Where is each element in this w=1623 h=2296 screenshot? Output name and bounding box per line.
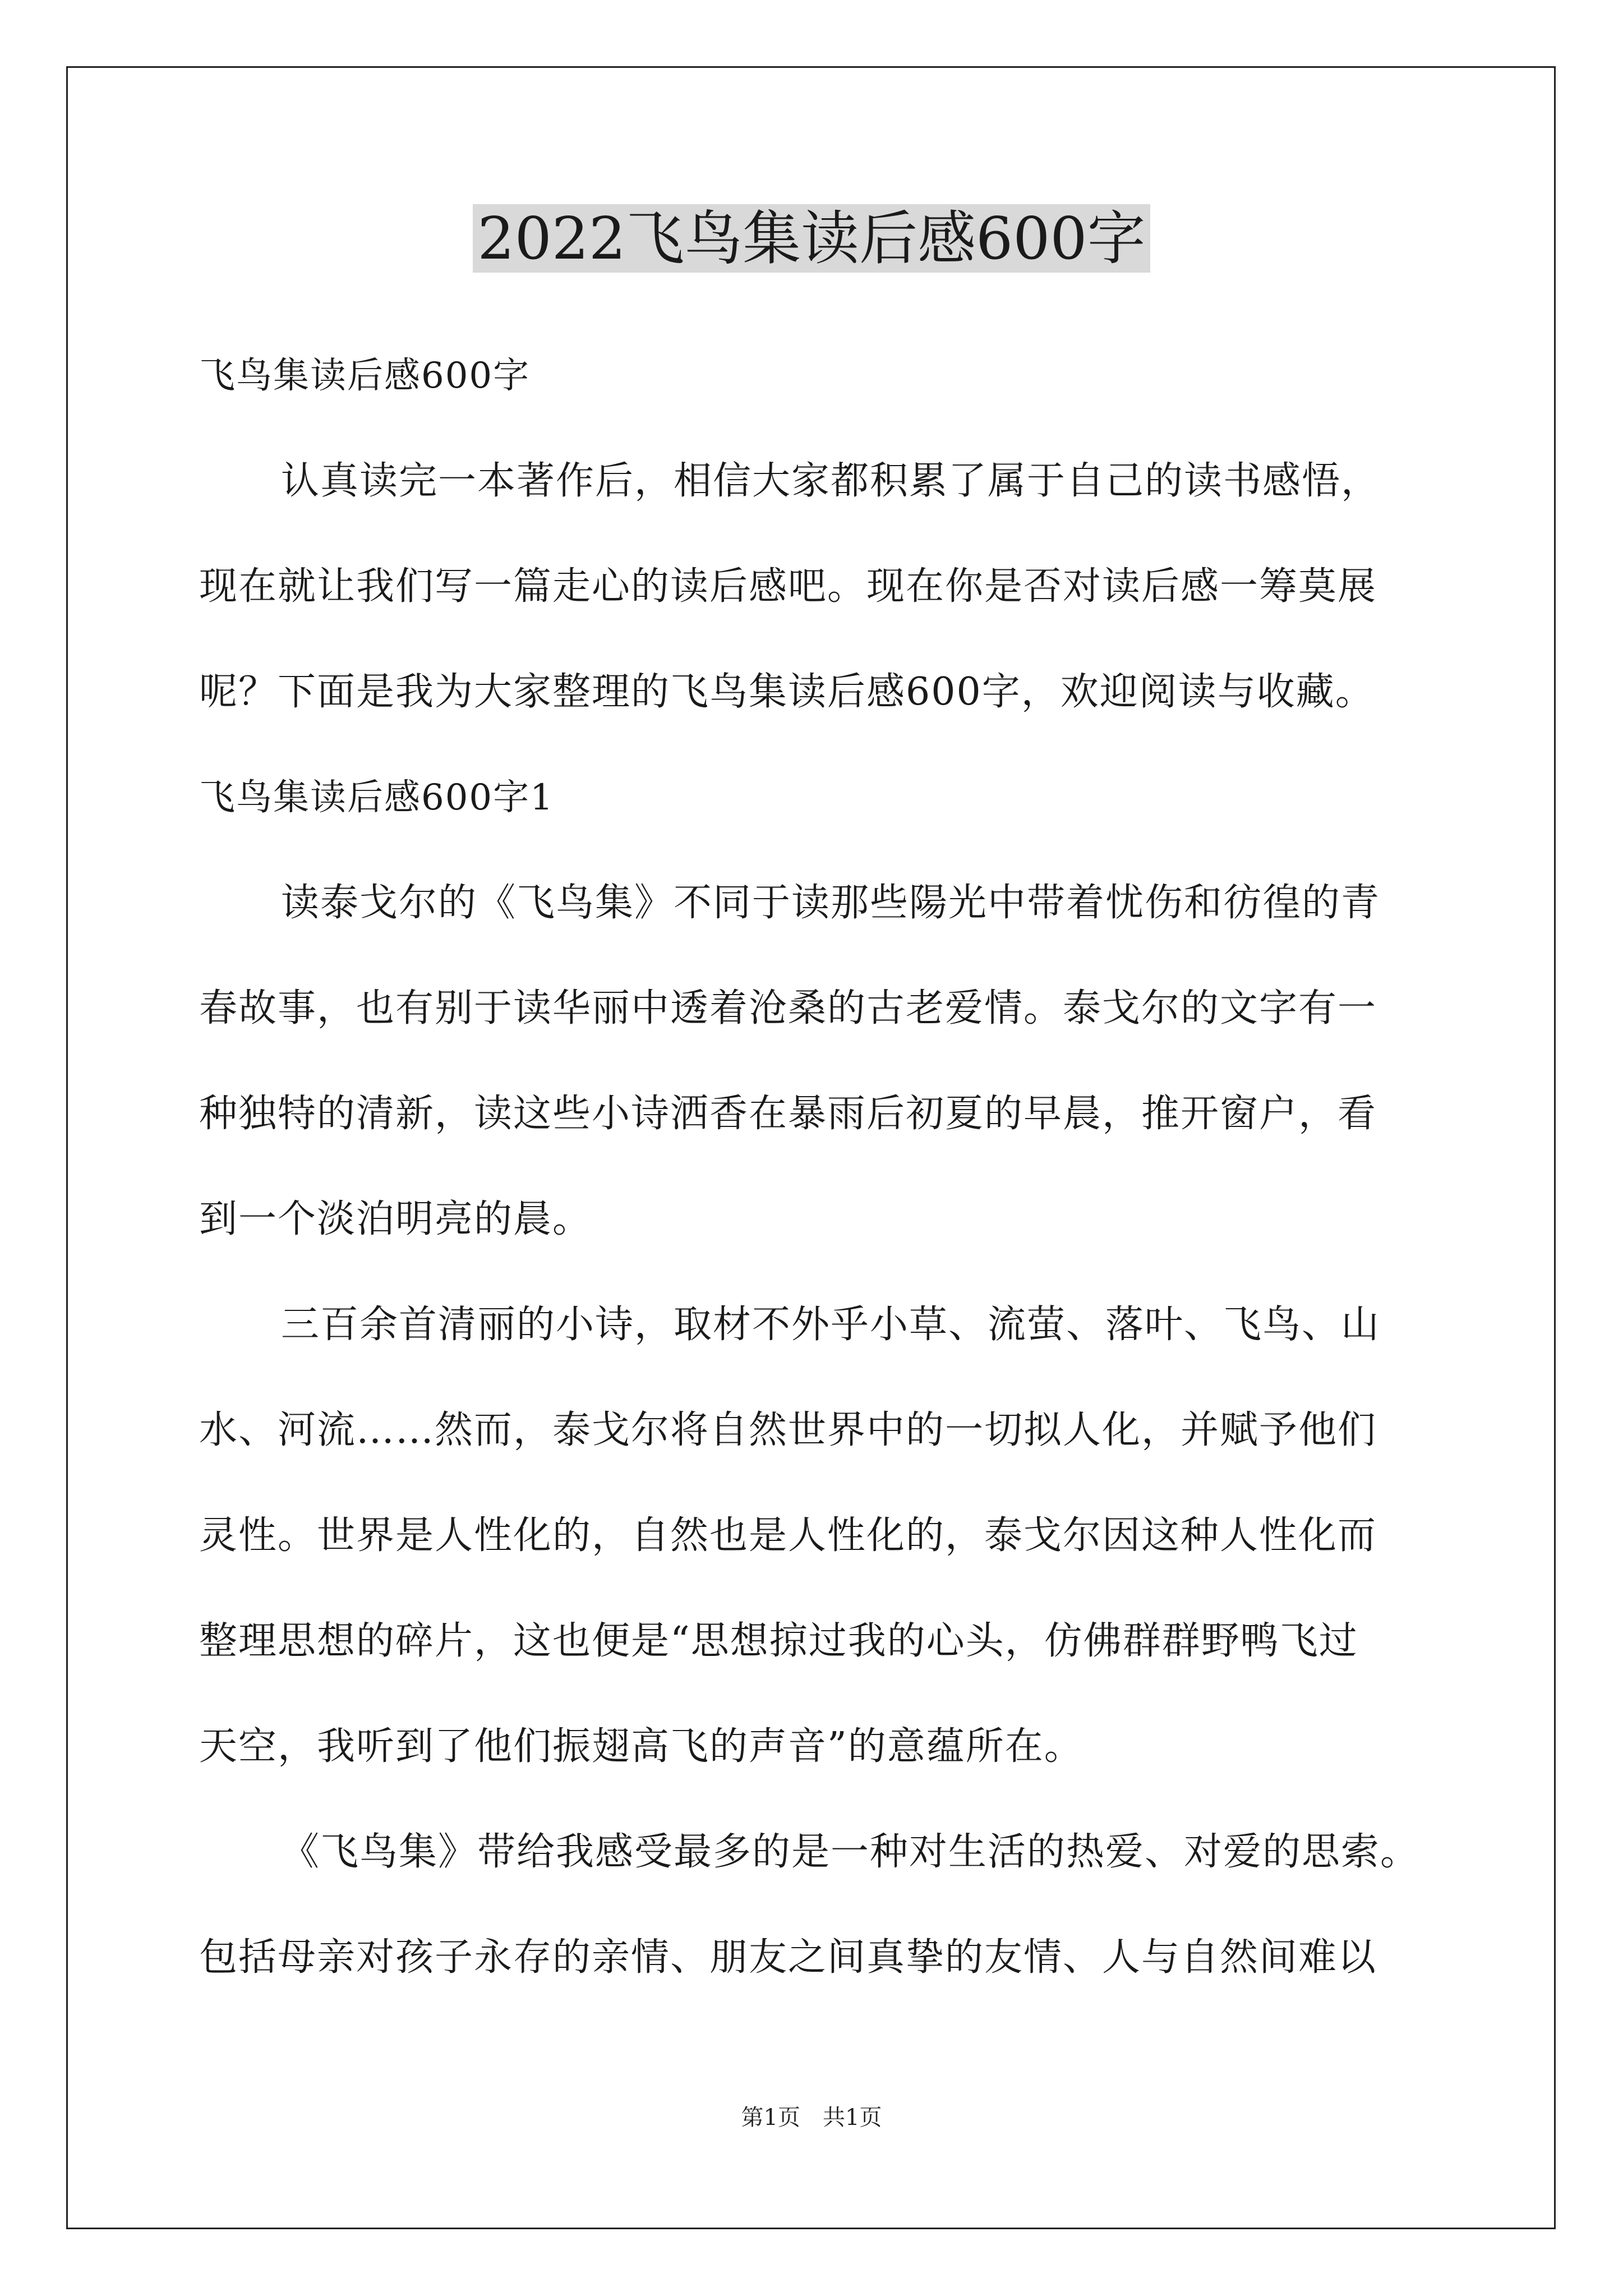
paragraph-line: 天空，我听到了他们振翅高飞的声音”的意蕴所在。 [199,1724,1083,1769]
intro-line: 现在就让我们写一篇走心的读后感吧。现在你是否对读后感一筹莫展 [199,564,1377,609]
paragraph-line: 灵性。世界是人性化的，自然也是人性化的，泰戈尔因这种人性化而 [199,1513,1377,1558]
paragraph-line: 包括母亲对孩子永存的亲情、朋友之间真挚的友情、人与自然间难以 [199,1935,1377,1980]
paragraph-line: 种独特的清新，读这些小诗洒香在暴雨后初夏的早晨，推开窗户，看 [199,1092,1377,1136]
paragraph-line: 《飞鸟集》带给我感受最多的是一种对生活的热爱、对爱的思索。 [281,1830,1420,1874]
document-subtitle: 飞鸟集读后感600字 [199,355,531,397]
page-number: 第1页 共1页 [741,2105,882,2131]
section-heading: 飞鸟集读后感600字1 [199,777,554,818]
paragraph-line: 到一个淡泊明亮的晨。 [199,1197,592,1241]
document-body [199,348,1433,2035]
paragraph-line: 春故事，也有别于读华丽中透着沧桑的古老爱情。泰戈尔的文字有一 [199,986,1377,1030]
paragraph-line: 三百余首清丽的小诗，取材不外乎小草、流萤、落叶、飞鸟、山 [281,1303,1381,1347]
intro-line: 认真读完一本著作后，相信大家都积累了属于自己的读书感悟， [281,459,1381,503]
document-title [0,202,1623,275]
intro-line: 呢？下面是我为大家整理的飞鸟集读后感600字，欢迎阅读与收藏。 [199,670,1375,714]
paragraph-line: 整理思想的碎片，这也便是“思想掠过我的心头，仿佛群群野鸭飞过 [199,1619,1358,1663]
paragraph-line: 水、河流……然而，泰戈尔将自然世界中的一切拟人化，并赋予他们 [199,1408,1377,1452]
document-title-text: 2022飞鸟集读后感600字 [473,204,1150,273]
paragraph-line: 读泰戈尔的《飞鸟集》不同于读那些陽光中带着忧伤和彷徨的青 [281,881,1381,925]
